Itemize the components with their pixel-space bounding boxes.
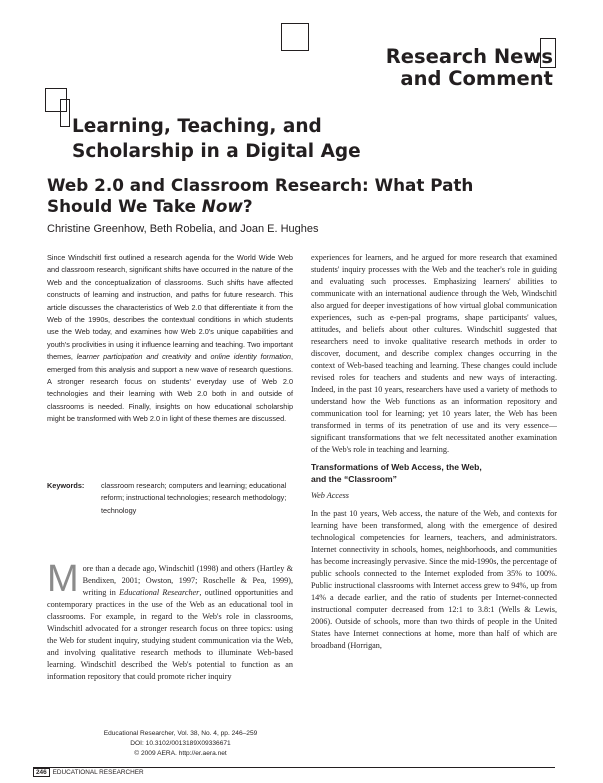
series-title-line2: Scholarship in a Digital Age bbox=[72, 141, 361, 162]
section-subheading bbox=[311, 462, 557, 485]
body-column-right bbox=[311, 252, 557, 652]
decorative-square bbox=[281, 23, 309, 51]
body-paragraph: experiences for learners, and he argued for more research that examined students' inquiry processes with the Web and the teacher's role in guiding and evaluating such processes. Emphasizing learners' abilities to communicate with an international audience through the Web, Windschitl also argued for deeper investigations of how virtual global communication experiences, such as e-pen-pal programs, shape participants' values, attitudes, and beliefs about other cultures. Windschitl suggested that researchers need to invoke qualitative research methods in order to discover, document, and describe complex changes occurring in the context of Web-based teaching and learning. These changes could include revised roles for teachers and students and new ways of interacting. Indeed, in the past 10 years, researchers have used a variety of methods to understand how the Web functions as an information repository and communication tool for learning; yet 10 years later, the Web has been transformed in terms of its penetration of use and its very essence—significant transformations that we felt necessitated another examination of the Web's role in teaching and learning. bbox=[311, 253, 557, 454]
abstract-text: Since Windschitl first outlined a research agenda for the World Wide Web and classroom research, significant shifts have occurred in the nature of the Web and the conceptualization of classrooms. Such shifts have affected constructs of learning and instruction, and paths for future research. This article discusses the characteristics of Web 2.0 that differentiate it from the Web of the 1990s, describes the contextual conditions in which students use the Web today, and examines how Web 2.0's unique capabilities and youth's proclivities in using it influence learning and teaching. Two important themes, bbox=[47, 253, 293, 362]
abstract-theme-2: online identity formation bbox=[210, 352, 291, 362]
article-title-italic: Now bbox=[201, 196, 243, 216]
series-title bbox=[72, 114, 361, 164]
citation-doi: DOI: 10.3102/0013189X09336671 bbox=[130, 740, 231, 748]
article-title-main: Web 2.0 and Classroom Research: What Path Should We Take bbox=[47, 175, 474, 216]
page-number: 246 bbox=[33, 768, 50, 777]
page-footer bbox=[33, 767, 144, 778]
body-column-left bbox=[47, 558, 293, 683]
body-text: ore than a decade ago, Windschitl (1998) and others (Hartley & Bendixen, 2001; Owston, 1997; Roschelle & Pea, 1999), writing in bbox=[82, 564, 293, 597]
decorative-square bbox=[60, 99, 70, 127]
article-title bbox=[47, 175, 507, 217]
journal-name-footer: EDUCATIONAL RESEARCHER bbox=[52, 769, 144, 776]
drop-cap: M bbox=[47, 558, 79, 600]
subsection-heading: Web Access bbox=[311, 491, 349, 500]
section-heading-line1: Research News bbox=[385, 45, 553, 68]
article-title-end: ? bbox=[242, 196, 253, 216]
body-text: , outlined opportunities and contemporary practices in the use of the Web as an educational tool in classrooms. For example, in regard to the Web's role in classrooms, Windschitl advocated for a stronger research focus on three topics: using the Web for student inquiry, studying student communication via the Web, and involving qualitative research methods to illuminate Web-based learning. Windschitl described the Web's potential to function as an information repository that could promote richer inquiry bbox=[47, 588, 293, 681]
citation-copyright: © 2009 AERA. http://er.aera.net bbox=[134, 750, 227, 758]
series-title-line1: Learning, Teaching, and bbox=[72, 116, 322, 137]
author-list: Christine Greenhow, Beth Robelia, and Joan E. Hughes bbox=[47, 223, 319, 235]
keywords-label: Keywords: bbox=[47, 481, 85, 490]
subheading-line1: Transformations of Web Access, the Web, bbox=[311, 462, 482, 472]
citation-journal: Educational Researcher, Vol. 38, No. 4, pp. 246–259 bbox=[103, 730, 258, 737]
abstract-text-mid: and bbox=[190, 352, 211, 362]
body-paragraph: In the past 10 years, Web access, the nature of the Web, and contexts for learning have been transformed, along with the emergence of desired technological competencies for learners, teachers, and administrators. Internet connectivity in schools, homes, neighborhoods, and communities has become increasingly pervasive. Since the mid-1990s, the percentage of public schools connected to the Internet exploded from 35% to 100%. Public instructional classrooms with Internet access grew to 94%, up from 14% a decade earlier, and the ratio of students per Internet-connected instructional computer decreased from 12:1 to 3.8:1 (Wells & Lewis, 2006). Outside of schools, more than two thirds of people in the United States have Internet connections at home, more than half of which are broadband (Horrigan, bbox=[311, 509, 557, 650]
abstract-text-end: , emerged from this analysis and support a new wave of research questions. A stronger research focus on students' everyday use of Web 2.0 technologies and their learning with Web 2.0 both in and outside of classrooms is needed. Finally, insights on how educational scholarship might be transformed with Web 2.0 in light of these themes are discussed. bbox=[47, 352, 294, 424]
abstract bbox=[47, 252, 293, 426]
section-heading-line2: and Comment bbox=[400, 67, 553, 90]
subheading-line2: and the “Classroom” bbox=[311, 473, 397, 484]
citation-info bbox=[78, 729, 283, 760]
section-heading bbox=[386, 46, 553, 90]
keywords-text: classroom research; computers and learning; educational reform; instructional technologies; research methodology; technology bbox=[101, 481, 287, 515]
journal-name: Educational Researcher bbox=[119, 588, 200, 597]
abstract-theme-1: learner participation and creativity bbox=[76, 352, 191, 362]
